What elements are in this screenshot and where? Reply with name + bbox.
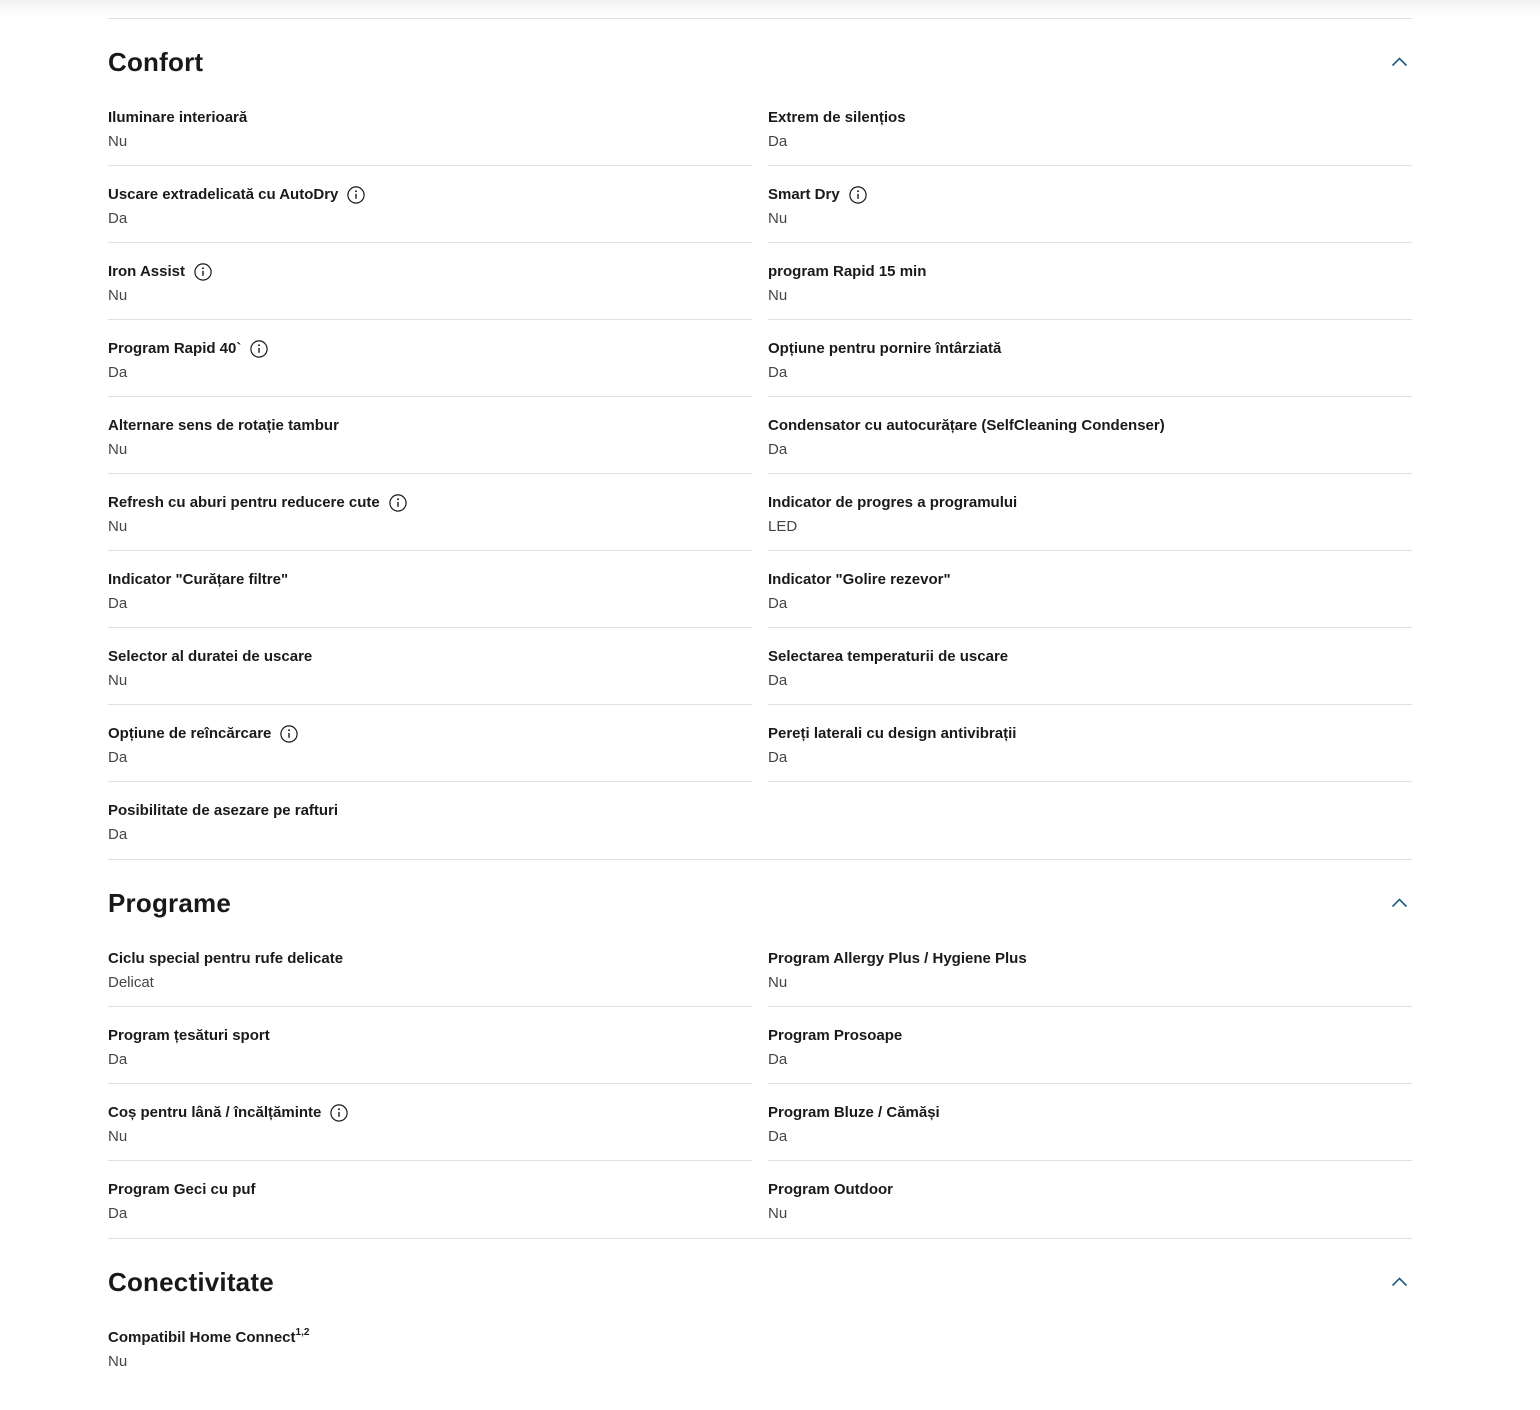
spec-label-text: Indicator de progres a programului [768,494,1018,511]
spec-label [768,262,1412,281]
spec-label-text: Uscare extradelicată cu AutoDry [108,186,339,203]
spec-label [108,1328,752,1347]
spec-value: Da [108,595,128,612]
spec-row [108,551,752,628]
spec-label-text: Program Rapid 40` [108,340,242,357]
collapse-section-button[interactable] [1387,53,1412,71]
spec-value: Nu [768,210,788,227]
spec-label-text: Selector al duratei de uscare [108,648,313,665]
spec-value: Nu [108,672,128,689]
spec-value: Da [108,364,128,381]
section-grid [108,89,1412,859]
spec-label-text: Smart Dry [768,186,840,203]
section-programe [108,860,1412,1239]
spec-sections [108,18,1412,1386]
spec-value: Da [768,672,788,689]
spec-value: Nu [108,518,128,535]
section-header [108,1239,1412,1309]
spec-label-text: Pereți laterali cu design antivibrații [768,725,1017,742]
info-icon[interactable] [250,340,268,358]
section-title: Programe [108,888,231,918]
spec-label-text: Opțiune pentru pornire întârziată [768,340,1002,357]
chevron-up-icon [1391,57,1408,67]
spec-row [108,474,752,551]
spec-row [768,397,1412,474]
spec-label-text: Compatibil Home Connect [108,1329,296,1346]
spec-label-text: Indicator "Golire rezevor" [768,571,951,588]
spec-label [768,724,1412,743]
spec-row [768,1007,1412,1084]
info-icon[interactable] [330,1104,348,1122]
spec-label [108,339,752,358]
spec-label [768,339,1412,358]
spec-value: Da [768,1051,788,1068]
spec-label [768,416,1412,435]
spec-label [108,801,752,820]
chevron-up-icon [1391,898,1408,908]
spec-value: Nu [108,1353,128,1370]
spec-row [108,782,752,859]
spec-row [108,1007,752,1084]
column-left [108,89,752,859]
chevron-up-icon [1391,1277,1408,1287]
spec-row [768,551,1412,628]
spec-label [768,108,1412,127]
spec-label [108,949,752,968]
column-right [768,930,1412,1238]
spec-label [108,724,752,743]
info-icon[interactable] [347,186,365,204]
specs-page [0,18,1540,1386]
spec-row [108,930,752,1007]
spec-label-text: Program Geci cu puf [108,1181,256,1198]
spec-label [108,1026,752,1045]
spec-row [768,1161,1412,1238]
spec-row [768,243,1412,320]
spec-row [108,705,752,782]
spec-row [768,320,1412,397]
spec-value: Da [768,364,788,381]
info-icon[interactable] [849,186,867,204]
spec-label [108,185,752,204]
spec-value: Da [108,1051,128,1068]
spec-value: Nu [768,974,788,991]
info-icon[interactable] [280,725,298,743]
spec-label-text: Opțiune de reîncărcare [108,725,272,742]
spec-label [768,493,1412,512]
spec-row [108,628,752,705]
spec-value: Da [108,749,128,766]
spec-label-superscript: 1,2 [295,1326,310,1338]
top-shadow [0,0,1540,18]
spec-row [768,930,1412,1007]
section-grid [108,930,1412,1238]
spec-label-text: Program țesături sport [108,1027,270,1044]
spec-label [768,185,1412,204]
spec-label [108,108,752,127]
section-grid [108,1309,1412,1386]
spec-value: Nu [768,287,788,304]
section-title: Conectivitate [108,1267,274,1297]
spec-label-text: Iluminare interioară [108,109,248,126]
spec-label [108,647,752,666]
spec-label-text: Coș pentru lână / încălțăminte [108,1104,322,1121]
spec-row [108,397,752,474]
spec-label-text: Condensator cu autocurățare (SelfCleaning Condenser) [768,417,1165,434]
spec-row [768,89,1412,166]
spec-label-text: program Rapid 15 min [768,263,927,280]
spec-label [768,1026,1412,1045]
spec-value: Da [108,826,128,843]
spec-label [768,949,1412,968]
spec-label-text: Refresh cu aburi pentru reducere cute [108,494,380,511]
spec-label-text: Program Bluze / Cămăși [768,1104,940,1121]
spec-value: Nu [108,287,128,304]
spec-label-text: Iron Assist [108,263,185,280]
section-title: Confort [108,47,204,77]
spec-row [108,320,752,397]
spec-value: Nu [108,441,128,458]
spec-label-text: Selectarea temperaturii de uscare [768,648,1009,665]
spec-row [108,166,752,243]
spec-value: Delicat [108,974,154,991]
spec-row [108,89,752,166]
spec-value: Da [768,441,788,458]
spec-label-text: Alternare sens de rotație tambur [108,417,339,434]
spec-value: Da [108,210,128,227]
spec-value: LED [768,518,798,535]
spec-row [768,628,1412,705]
spec-label [108,262,752,281]
spec-label [768,647,1412,666]
spec-value: Nu [108,133,128,150]
spec-label-text: Posibilitate de asezare pe rafturi [108,802,339,819]
column-left [108,930,752,1238]
spec-row [768,705,1412,782]
column-left [108,1309,752,1386]
spec-value: Nu [768,1205,788,1222]
spec-label [108,493,752,512]
spec-label-text: Program Outdoor [768,1181,894,1198]
section-conectivitate [108,1239,1412,1386]
collapse-section-button[interactable] [1387,894,1412,912]
section-header [108,19,1412,89]
info-icon[interactable] [389,494,407,512]
info-icon[interactable] [194,263,212,281]
spec-label-text: Program Prosoape [768,1027,903,1044]
spec-row [768,474,1412,551]
spec-value: Nu [108,1128,128,1145]
spec-row [108,1084,752,1161]
spec-label [108,570,752,589]
section-header [108,860,1412,930]
spec-label [768,570,1412,589]
collapse-section-button[interactable] [1387,1273,1412,1291]
section-confort [108,18,1412,860]
spec-row [108,243,752,320]
spec-label-text: Indicator "Curățare filtre" [108,571,289,588]
spec-label-text: Extrem de silențios [768,109,906,126]
spec-label [108,416,752,435]
spec-value: Da [108,1205,128,1222]
spec-row [768,1084,1412,1161]
spec-label [768,1180,1412,1199]
spec-value: Da [768,595,788,612]
column-right [768,89,1412,782]
spec-label [108,1180,752,1199]
spec-row [108,1161,752,1238]
spec-label-text: Ciclu special pentru rufe delicate [108,950,344,967]
spec-value: Da [768,749,788,766]
spec-row [768,166,1412,243]
spec-label-text: Program Allergy Plus / Hygiene Plus [768,950,1027,967]
spec-label [108,1103,752,1122]
spec-row [108,1309,752,1386]
spec-label [768,1103,1412,1122]
spec-value: Da [768,133,788,150]
spec-value: Da [768,1128,788,1145]
